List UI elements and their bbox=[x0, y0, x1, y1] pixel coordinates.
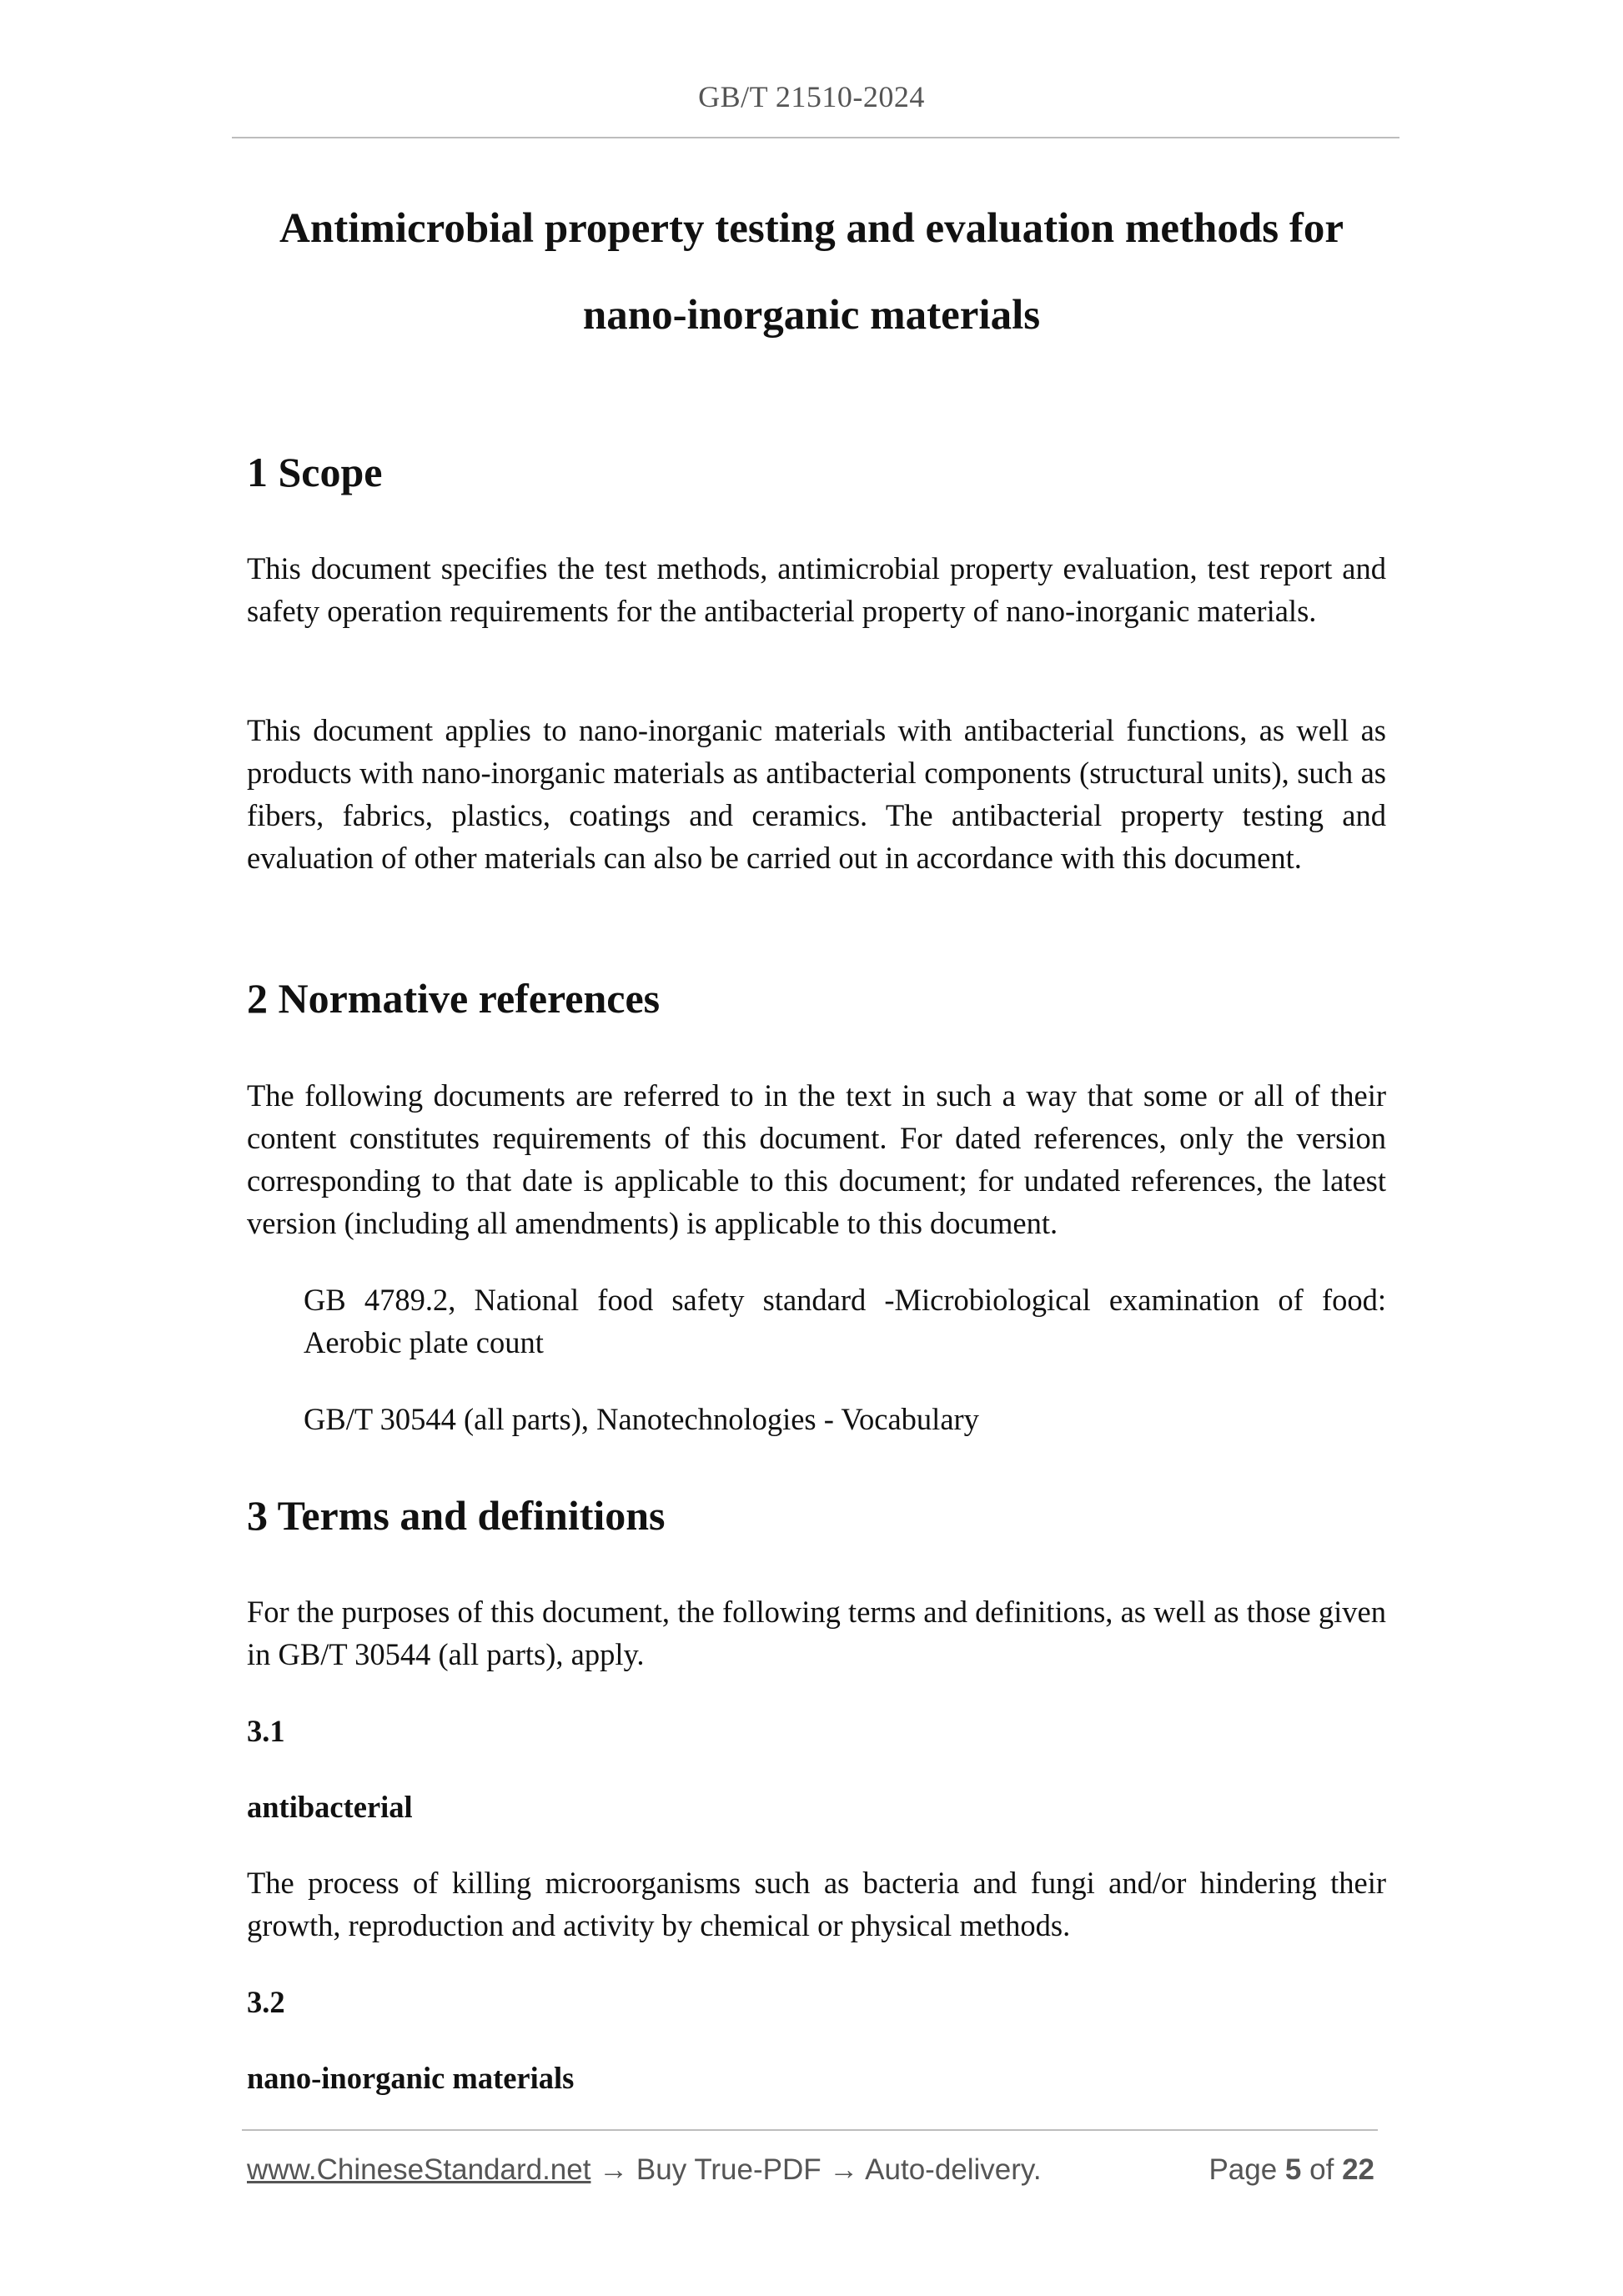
footer-divider bbox=[242, 2129, 1378, 2131]
current-page-number: 5 bbox=[1284, 2153, 1302, 2186]
total-pages: 22 bbox=[1342, 2153, 1374, 2186]
document-title-line-1: Antimicrobial property testing and evaluation methods for bbox=[279, 205, 1344, 252]
section-heading-terms-definitions: 3 Terms and definitions bbox=[247, 1492, 666, 1539]
scope-paragraph-2: This document applies to nano-inorganic materials with antibacterial functions, as well as products with nano-inorganic materials as antibacterial components (structural units), such as fibers, fabrics, plastics, coatings and ceramics. The antibacterial property testing and evaluation of other materials can also be carried out in accordance with this document. bbox=[247, 713, 1386, 875]
reference-item-gb-t-30544: GB/T 30544 (all parts), Nanotechnologies - Vocabulary bbox=[304, 1402, 979, 1436]
page-footer bbox=[247, 2153, 1374, 2195]
term-number-3-2: 3.2 bbox=[247, 1985, 285, 2019]
scope-paragraph-1: This document specifies the test methods, antimicrobial property evaluation, test report and safety operation requirements for the antibacterial property of nano-inorganic materials. bbox=[247, 551, 1386, 628]
header-divider bbox=[232, 137, 1399, 138]
page-indicator bbox=[1208, 2153, 1374, 2187]
footer-tagline: → Buy True-PDF → Auto-delivery. bbox=[590, 2153, 1042, 2186]
reference-item-gb-4789-2: GB 4789.2, National food safety standard -Microbiological examination of food: Aerobic plate count bbox=[304, 1283, 1386, 1359]
term-number-3-1: 3.1 bbox=[247, 1714, 285, 1748]
document-title bbox=[192, 185, 1431, 359]
section-heading-normative-references: 2 Normative references bbox=[247, 975, 661, 1022]
terms-intro-paragraph: For the purposes of this document, the following terms and definitions, as well as those given in GB/T 30544 (all parts), apply. bbox=[247, 1595, 1386, 1671]
term-name-antibacterial: antibacterial bbox=[247, 1790, 413, 1824]
website-link[interactable]: www.ChineseStandard.net bbox=[247, 2153, 591, 2186]
term-name-nano-inorganic-materials: nano-inorganic materials bbox=[247, 2061, 575, 2095]
footer-promo bbox=[247, 2153, 1042, 2187]
normative-paragraph: The following documents are referred to in the text in such a way that some or all of their content constitutes requirements of this document. For dated references, only the version corresponding to that date is applicable to this document; for undated references, the latest version (including all amendments) is applicable to this document. bbox=[247, 1078, 1386, 1240]
of-label: of bbox=[1309, 2153, 1334, 2186]
term-definition-antibacterial: The process of killing microorganisms such as bacteria and fungi and/or hindering their growth, reproduction and activity by chemical or physical methods. bbox=[247, 1866, 1386, 1942]
document-title-line-2: nano-inorganic materials bbox=[582, 292, 1041, 339]
page-header: GB/T 21510-2024 bbox=[698, 80, 925, 113]
page-label: Page bbox=[1208, 2153, 1278, 2186]
section-heading-scope: 1 Scope bbox=[247, 449, 383, 495]
